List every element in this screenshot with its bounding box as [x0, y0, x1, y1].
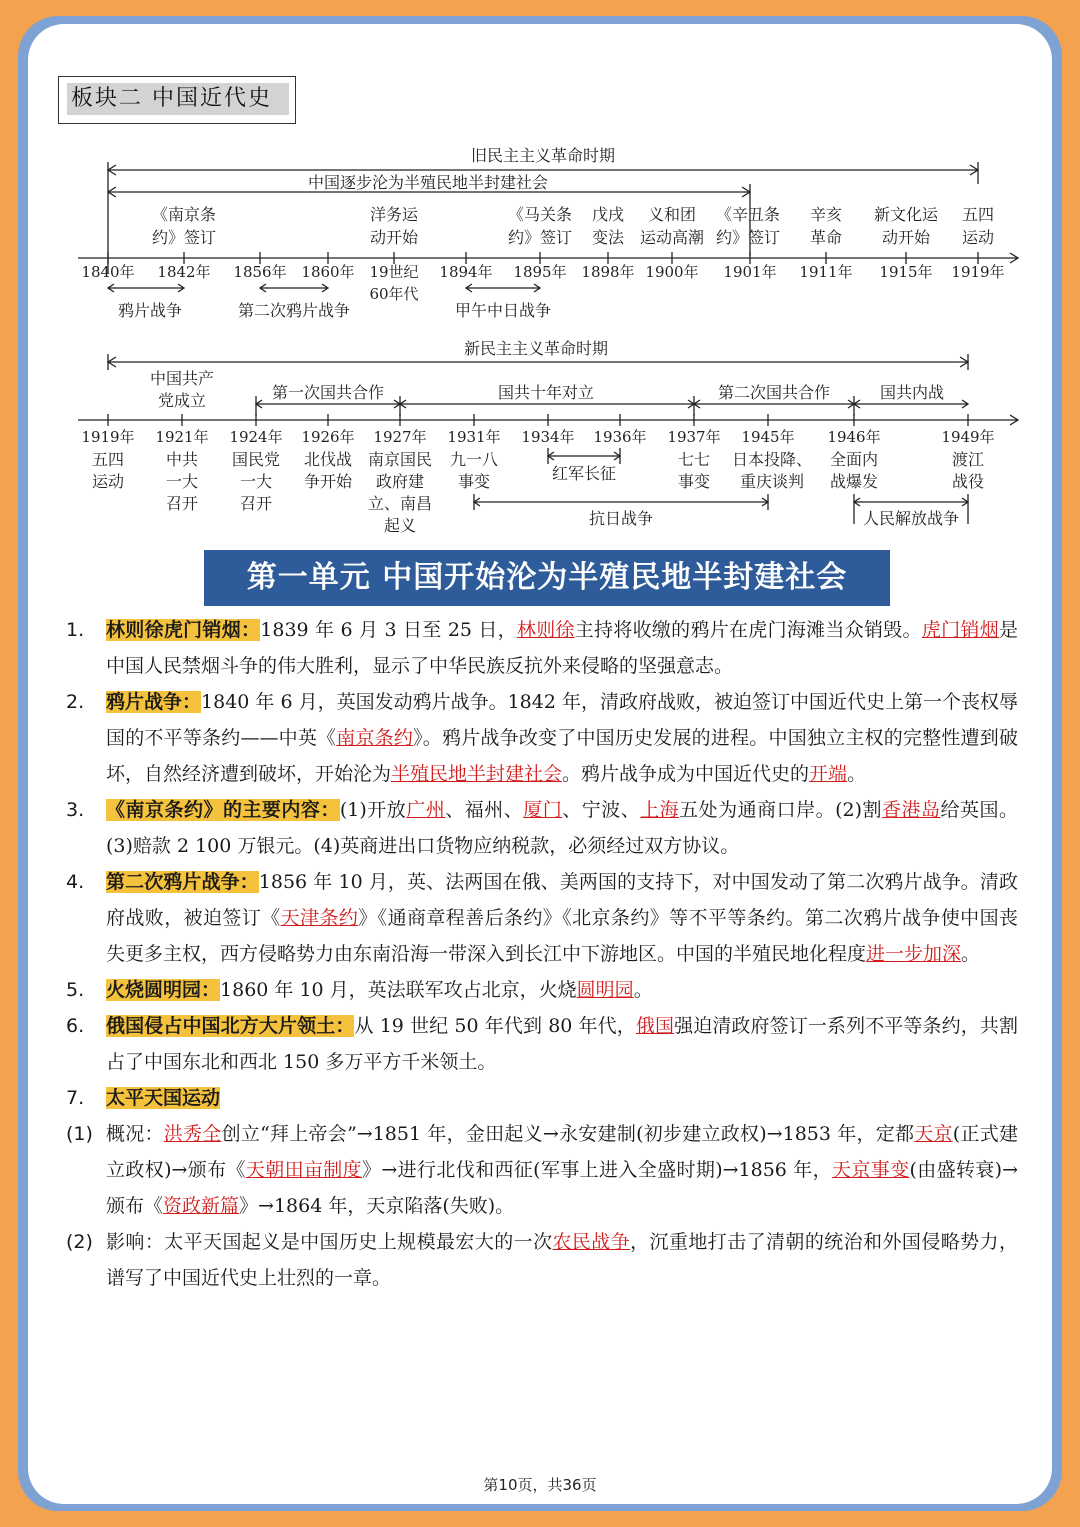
- period-semi-colonial: 中国逐步沦为半殖民地半封建社会: [307, 173, 549, 192]
- svg-text:1856年: 1856年: [233, 263, 287, 281]
- svg-text:运动高潮: 运动高潮: [639, 228, 705, 247]
- svg-text:九一八: 九一八: [449, 450, 499, 469]
- list-item: 6. 俄国侵占中国北方大片领土：从 19 世纪 50 年代到 80 年代，俄国强迫清政府签订一系列不平等条约，共割占了中国东北和西北 150 多万平方千米领土。: [66, 1015, 1018, 1073]
- period-old-democratic: 旧民主主义革命时期: [470, 146, 616, 165]
- timeline2-years: [81, 428, 994, 446]
- svg-text:运动: 运动: [961, 228, 995, 247]
- svg-text:1900年: 1900年: [645, 263, 699, 281]
- svg-text:重庆谈判: 重庆谈判: [739, 472, 805, 491]
- svg-text:国共十年对立: 国共十年对立: [497, 383, 595, 402]
- list-item: 3. 《南京条约》的主要内容：(1)开放广州、福州、厦门、宁波、上海五处为通商口岸。(2)割香港岛给英国。(3)赔款 2 100 万银元。(4)英商进出口货物应纳税款，必须经过双方协议。: [66, 799, 1018, 857]
- svg-text:约》签订: 约》签订: [507, 228, 573, 247]
- svg-text:新文化运: 新文化运: [873, 205, 939, 224]
- svg-text:1927年: 1927年: [373, 428, 427, 446]
- svg-text:变法: 变法: [591, 228, 625, 247]
- svg-text:一大: 一大: [165, 472, 199, 491]
- svg-text:北伐战: 北伐战: [303, 450, 353, 469]
- svg-text:渡江: 渡江: [951, 450, 985, 469]
- svg-text:1931年: 1931年: [447, 428, 501, 446]
- svg-text:起义: 起义: [383, 516, 417, 535]
- svg-text:国民党: 国民党: [231, 450, 281, 469]
- timeline2-bottom-events: [92, 450, 984, 535]
- svg-text:1949年: 1949年: [941, 428, 995, 446]
- svg-text:中国共产: 中国共产: [149, 369, 215, 388]
- svg-text:辛亥: 辛亥: [809, 205, 843, 224]
- unit-title: 第一单元 中国开始沦为半殖民地半封建社会: [204, 550, 890, 606]
- list-item: (1) 概况：洪秀全创立“拜上帝会”→1851 年，金田起义→永安建制(初步建立政权)→1853 年，定都天京(正式建立政权)→颁布《天朝田亩制度》→进行北伐和西征(军事上进入全盛时期)→1856 年，天京事变(由盛转衰)→颁布《资政新篇》→1864 年，天京陷落(失败)。: [66, 1123, 1018, 1217]
- content-list: [58, 612, 1018, 1296]
- svg-text:约》签订: 约》签订: [151, 228, 217, 247]
- svg-text:1860年: 1860年: [301, 263, 355, 281]
- timeline-old-democratic: [28, 24, 1052, 544]
- svg-text:七七: 七七: [677, 450, 711, 469]
- svg-text:1919年: 1919年: [951, 263, 1005, 281]
- svg-text:立、南昌: 立、南昌: [367, 494, 433, 513]
- list-item: 2. 鸦片战争：1840 年 6 月，英国发动鸦片战争。1842 年，清政府战败，被迫签订中国近代史上第一个丧权辱国的不平等条约——中英《南京条约》。鸦片战争改变了中国历史发展的进程。中国独立主权的完整性遭到破坏，自然经济遭到破坏，开始沦为半殖民地半封建社会。鸦片战争成为中国近代史的开端。: [66, 691, 1018, 785]
- span-opium-war: 鸦片战争: [117, 301, 183, 320]
- svg-text:19世纪: 19世纪: [369, 263, 419, 281]
- list-item: (2) 影响：太平天国起义是中国历史上规模最宏大的一次农民战争，沉重地打击了清朝的统治和外国侵略势力，谱写了中国近代史上壮烈的一章。: [66, 1231, 1018, 1289]
- svg-text:第二次国共合作: 第二次国共合作: [717, 383, 831, 402]
- svg-text:第一次国共合作: 第一次国共合作: [271, 383, 385, 402]
- svg-text:战爆发: 战爆发: [829, 472, 879, 491]
- svg-text:召开: 召开: [239, 494, 273, 513]
- list-item: 4. 第二次鸦片战争：1856 年 10 月，英、法两国在俄、美两国的支持下，对中国发动了第二次鸦片战争。清政府战败，被迫签订《天津条约》《通商章程善后条约》《北京条约》等不平等条约。第二次鸦片战争使中国丧失更多主权，西方侵略势力由东南沿海一带深入到长江中下游地区。中国的半殖民地化程度进一步加深。: [66, 871, 1018, 965]
- svg-text:1911年: 1911年: [799, 263, 853, 281]
- svg-text:1936年: 1936年: [593, 428, 647, 446]
- svg-text:1919年: 1919年: [81, 428, 135, 446]
- svg-text:1840年: 1840年: [81, 263, 135, 281]
- svg-text:中共: 中共: [165, 450, 199, 469]
- svg-text:《南京条: 《南京条: [151, 205, 217, 224]
- svg-text:战役: 战役: [951, 472, 985, 491]
- svg-text:1921年: 1921年: [155, 428, 209, 446]
- svg-text:政府建: 政府建: [375, 472, 425, 491]
- svg-text:1894年: 1894年: [439, 263, 493, 281]
- svg-text:运动: 运动: [91, 472, 125, 491]
- span-sino-japanese-war: 甲午中日战争: [454, 301, 552, 320]
- svg-text:1895年: 1895年: [513, 263, 567, 281]
- page-number: 第10页，共36页: [483, 1476, 597, 1494]
- period-new-democratic: 新民主主义革命时期: [463, 339, 609, 358]
- svg-text:1934年: 1934年: [521, 428, 575, 446]
- svg-text:1946年: 1946年: [827, 428, 881, 446]
- span-liberation-war: 人民解放战争: [862, 509, 960, 528]
- svg-text:1898年: 1898年: [581, 263, 635, 281]
- svg-text:召开: 召开: [165, 494, 199, 513]
- document-page: [28, 24, 1052, 1504]
- svg-text:动开始: 动开始: [881, 228, 931, 247]
- svg-text:1937年: 1937年: [667, 428, 721, 446]
- svg-text:日本投降、: 日本投降、: [731, 450, 813, 469]
- svg-text:1926年: 1926年: [301, 428, 355, 446]
- svg-text:1901年: 1901年: [723, 263, 777, 281]
- svg-text:争开始: 争开始: [303, 472, 353, 491]
- svg-text:一大: 一大: [239, 472, 273, 491]
- svg-text:五四: 五四: [91, 450, 125, 469]
- list-item: 7. 太平天国运动: [66, 1087, 221, 1109]
- svg-text:五四: 五四: [961, 205, 995, 224]
- timeline1-years: [81, 263, 1004, 303]
- svg-text:《辛丑条: 《辛丑条: [715, 205, 781, 224]
- svg-text:60年代: 60年代: [369, 285, 419, 303]
- svg-text:义和团: 义和团: [647, 205, 697, 224]
- timeline2-phases: [256, 383, 968, 416]
- svg-text:动开始: 动开始: [369, 228, 419, 247]
- svg-text:洋务运: 洋务运: [369, 205, 419, 224]
- section-label: 板块二 中国近代史: [67, 83, 289, 115]
- timeline1-top-events: [152, 205, 994, 247]
- svg-text:国共内战: 国共内战: [879, 383, 945, 402]
- span-anti-japanese-war: 抗日战争: [588, 509, 654, 528]
- svg-text:1915年: 1915年: [879, 263, 933, 281]
- svg-text:1924年: 1924年: [229, 428, 283, 446]
- list-item: 1. 林则徐虎门销烟：1839 年 6 月 3 日至 25 日，林则徐主持将收缴的鸦片在虎门海滩当众销毁。虎门销烟是中国人民禁烟斗争的伟大胜利，显示了中华民族反抗外来侵略的坚强意志。: [66, 619, 1018, 677]
- svg-text:事变: 事变: [457, 472, 491, 491]
- svg-text:党成立: 党成立: [157, 391, 207, 410]
- list-item: 5. 火烧圆明园：1860 年 10 月，英法联军攻占北京，火烧圆明园。: [66, 979, 653, 1001]
- svg-text:《马关条: 《马关条: [507, 205, 573, 224]
- svg-text:约》签订: 约》签订: [715, 228, 781, 247]
- span-second-opium-war: 第二次鸦片战争: [237, 301, 351, 320]
- svg-text:戊戌: 戊戌: [591, 205, 625, 224]
- svg-text:全面内: 全面内: [829, 450, 879, 469]
- svg-text:1842年: 1842年: [157, 263, 211, 281]
- svg-text:南京国民: 南京国民: [367, 450, 433, 469]
- span-long-march: 红军长征: [551, 464, 617, 483]
- svg-text:革命: 革命: [809, 228, 843, 247]
- svg-text:事变: 事变: [677, 472, 711, 491]
- svg-text:1945年: 1945年: [741, 428, 795, 446]
